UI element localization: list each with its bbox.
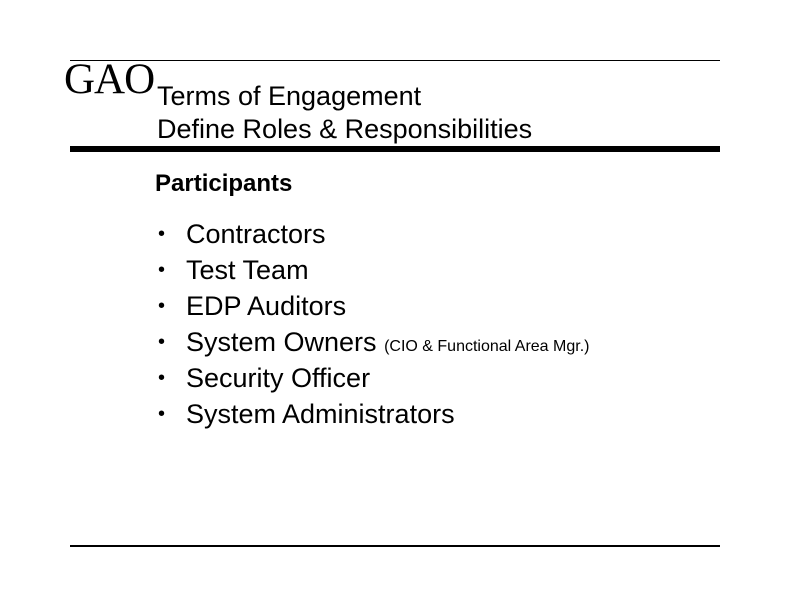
- list-item-text: [186, 324, 589, 365]
- list-item-text: EDP Auditors: [186, 291, 347, 321]
- bullet-icon: •: [158, 331, 166, 353]
- bullet-icon: •: [158, 259, 166, 281]
- slide-title: [157, 80, 532, 146]
- section-heading: Participants: [155, 170, 293, 197]
- list-item-text: Security Officer: [186, 363, 371, 393]
- bottom-rule: [70, 545, 720, 547]
- list-item-text: Contractors: [186, 219, 326, 249]
- title-divider: [70, 146, 720, 152]
- bullet-icon: •: [158, 403, 166, 425]
- bullet-icon: •: [158, 295, 166, 317]
- bullet-icon: •: [158, 367, 166, 389]
- list-item-note: (CIO & Functional Area Mgr.): [384, 338, 590, 355]
- slide-title-line-2: Define Roles & Responsibilities: [157, 114, 533, 144]
- gao-logo: GAO: [64, 56, 155, 103]
- list-item-main-text: System Owners: [186, 327, 377, 357]
- list-item-text: System Administrators: [186, 399, 455, 429]
- slide-title-line-1: Terms of Engagement: [157, 81, 422, 111]
- bullet-icon: •: [158, 223, 166, 245]
- top-rule: [70, 60, 720, 61]
- list-item-text: Test Team: [186, 255, 309, 285]
